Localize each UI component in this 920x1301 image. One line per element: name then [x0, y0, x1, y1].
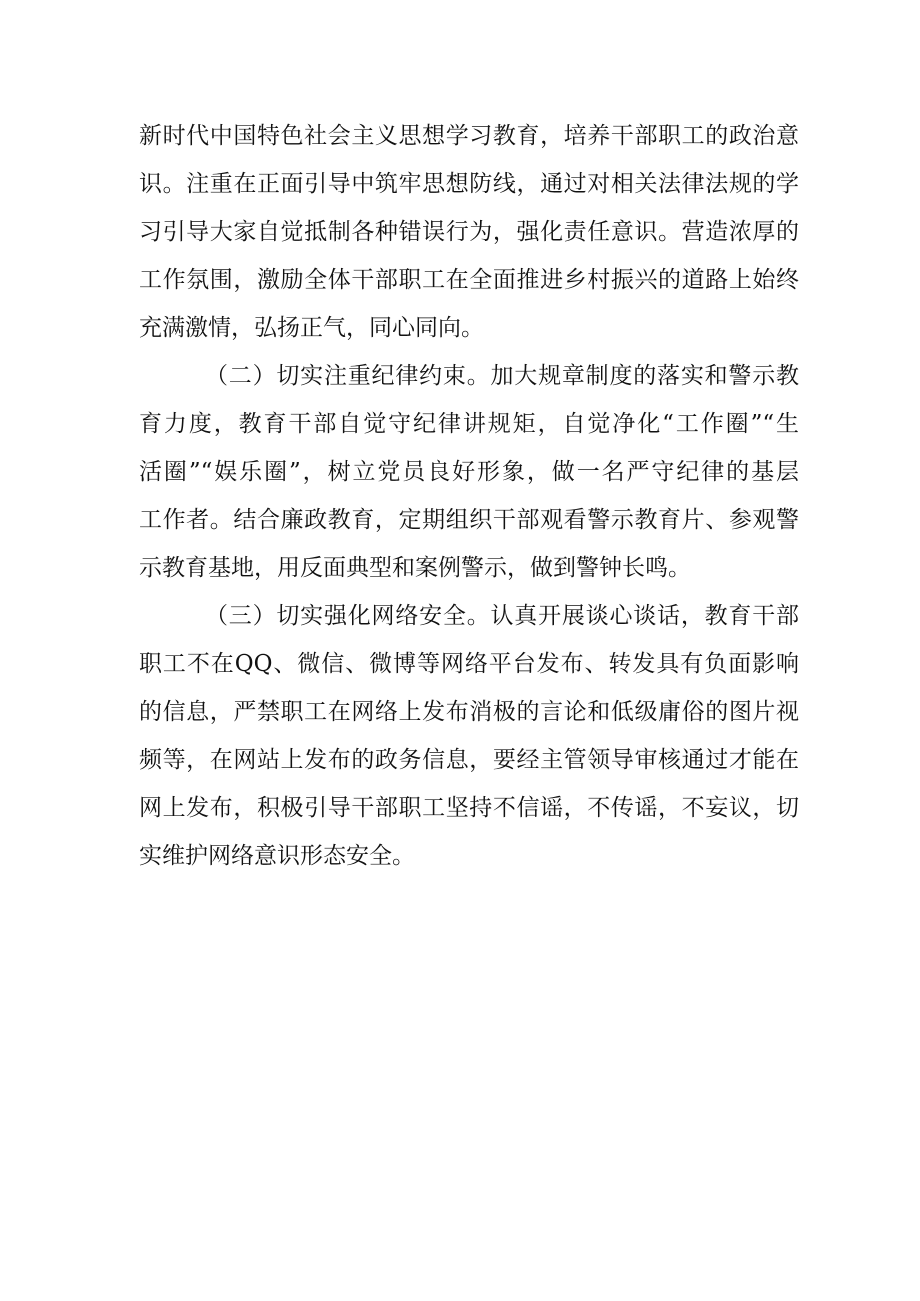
text-line: 识。注重在正面引导中筑牢思想防线，通过对相关法律法规的学: [139, 171, 799, 197]
text-line: 工作者。结合廉政教育，定期组织干部观看警示教育片、参观警: [139, 507, 799, 533]
text-line: 育力度，教育干部自觉守纪律讲规矩，自觉净化“工作圈”“生: [139, 411, 799, 437]
paragraph-2: [139, 352, 799, 592]
paragraph-3: [139, 592, 799, 880]
text-line: 示教育基地，用反面典型和案例警示，做到警钟长鸣。: [139, 555, 691, 581]
text-line: 职工不在QQ、微信、微博等网络平台发布、转发具有负面影响: [139, 651, 799, 677]
text-line: （二）切实注重纪律约束。加大规章制度的落实和警示教: [205, 363, 799, 389]
text-line: 习引导大家自觉抵制各种错误行为，强化责任意识。营造浓厚的: [139, 219, 799, 245]
text-line: 频等，在网站上发布的政务信息，要经主管领导审核通过才能在: [139, 747, 799, 773]
text-line: 工作氛围，激励全体干部职工在全面推进乡村振兴的道路上始终: [139, 267, 799, 293]
text-line: 充满激情，弘扬正气，同心同向。: [139, 315, 484, 341]
text-line: 的信息，严禁职工在网络上发布消极的言论和低级庸俗的图片视: [139, 699, 799, 725]
text-line: 网上发布，积极引导干部职工坚持不信谣，不传谣，不妄议，切: [139, 795, 799, 821]
text-line: 活圈”“娱乐圈”，树立党员良好形象，做一名严守纪律的基层: [139, 459, 799, 485]
text-line: （三）切实强化网络安全。认真开展谈心谈话，教育干部: [205, 603, 799, 629]
text-line: 实维护网络意识形态安全。: [139, 843, 415, 869]
paragraph-1: [139, 112, 799, 352]
text-line: 新时代中国特色社会主义思想学习教育，培养干部职工的政治意: [139, 123, 799, 149]
